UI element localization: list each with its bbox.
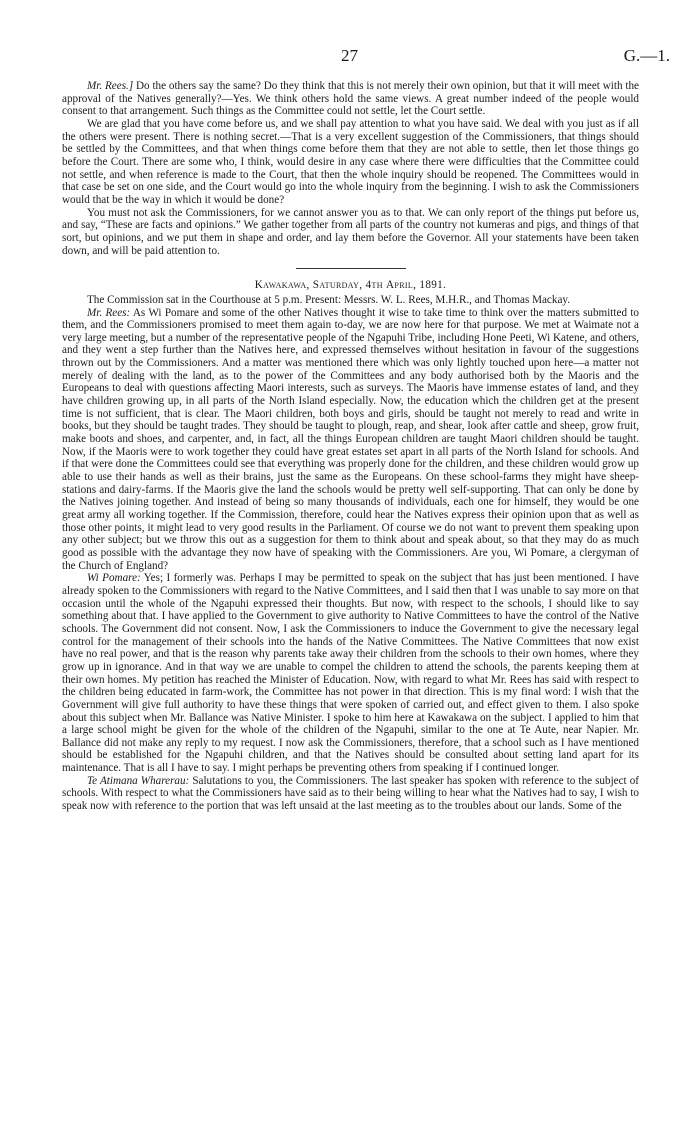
paragraph-text: Salutations to you, the Commissioners. The last speaker has spoken with reference to the subject of schools. With respect to what the Commissioners have said as to their being willing to hear what the Natives had to say, I wish to speak now with reference to the portion that was left unsaid at the last meeting as to the troubles about our lands. Some of the (62, 774, 639, 813)
section-divider (296, 268, 406, 269)
paragraph-6 (62, 572, 639, 775)
document-reference: G.—1. (623, 46, 670, 65)
page-number: 27 (341, 46, 358, 65)
dateline-month: April (386, 279, 414, 292)
dateline-weekday: Saturday (312, 279, 360, 292)
paragraph-text: You must not ask the Commissioners, for we cannot answer you as to that. We can only report of the things put before us, and say, “These are facts and opinions.” We gather together from all parts of the country not kumeras and pigs, and things of that sort, but opinions, and we put them in shape and order, and lay them before the Governor. All your statements have been taken down, and will be paid attention to. (62, 206, 639, 257)
dateline-year: 1891. (419, 279, 447, 292)
paragraph-text: We are glad that you have come before us, and we shall pay attention to what you have said. We deal with you just as if all the others were present. There is nothing secret.—That is a very excellent suggestion of the Commissioners, that things should be settled by the Committees, and that when things come before them that they are not able to settle, then let those things go before the Court. There are some who, I think, would desire in any case where there were difficulties that the Committee could not settle, and when reference is made to the Court, that then the whole inquiry should be reopened. The Committees would in that case be set on one side, and the Court would go into the whole inquiry from the beginning. I wish to ask the Commissioners would that be the way in which it would be done? (62, 117, 639, 206)
speaker-label: Wi Pomare: (87, 572, 141, 585)
paragraph-3 (62, 207, 639, 258)
paragraph-1 (62, 80, 639, 118)
paragraph-2 (62, 118, 639, 207)
paragraph-text: Do the others say the same? Do they think that this is not merely their own opinion, but that it will meet with the approval of the Natives generally?—Yes. We think others hold the same views. A great number indeed of the people would consent to that arrangement. Such things as the Committee could not settle, let the Court settle. (62, 80, 639, 118)
paragraph-text: As Wi Pomare and some of the other Natives thought it wise to take time to think over the matters submitted to them, and the Commissioners promised to meet them again to-day, we are now here for that purpose. We met at Waimate not a very large meeting, but a number of the representative people of the Ngapuhi Tribe, including Hone Peeti, Wi Katene, and others, and they went a step further than the Natives here, and expressed themselves without hesitation in favour of the suggestions thrown out by the Commissioners. And a matter was mentioned there which was only lightly touched upon here—a matter not merely of dealing with the land, as to the power of the Committees and any body authorised both by the Maoris and the Europeans to deal with questions affecting Maori interests, such as surveys. The Maoris have immense estates of land, and they have children growing up, in all parts of the North Island especially. Now, the education which the children get at the present time is not sufficient, that is clear. The Maori children, both boys and girls, should be taught not merely to read and write in books, but they should be taught trades. They should be taught to plough, reap, and shear, look after cattle and sheep, grow fruit, make boots and shoes, and carpenter, and, in fact, all the things European children are taught Maori children should be taught. Now, if the Maoris were to work together they could have great estates set apart in all parts of the North Island for schools. And if that were done the Committees could see that everything was properly done for the children, and these children would grow up able to use their hands as well as their brains, just the same as the Europeans. On these school-farms they might have sheep-stations and dairy-farms. If the Maoris give the land the schools would be pretty well self-supporting. That can only be done by the Natives joining together. And instead of being so many thousands of individuals, each one for himself, they would be one great army all working together. If the Commission, therefore, could hear the Natives express their opinion upon that as well as those other points, it might lead to very good results in the Parliament. Of course we do not want to prevent them speaking upon any other subject; but we throw this out as a suggestion for them to think about and speak about, so that they may do as much good as possible with the advantage they now have of speaking with the Commissioners. Are you, Wi Pomare, a clergyman of the Church of England? (62, 306, 639, 572)
document-body (62, 80, 639, 813)
dateline-place: Kawakawa (254, 279, 307, 292)
section-dateline: Kawakawa, Saturday, 4th April, 1891. (254, 279, 447, 292)
speaker-label: Mr. Rees: (87, 306, 131, 319)
paragraph-5 (62, 307, 639, 573)
speaker-label: Mr. Rees.] (87, 80, 134, 92)
paragraph-text: Yes; I formerly was. Perhaps I may be permitted to speak on the subject that has just been mentioned. I have already spoken to the Commissioners with regard to the Native Committees, and I said then that I was unable to say more on that occasion until the whole of the Ngapuhi expressed their thoughts. But now, with respect to the schools, I should like to say something about that. I have applied to the Government to give authority to Native Committees to have the control of the Native schools. The Government did not consent. Now, I ask the Commissioners to induce the Government to give the necessary legal control for the management of their schools into the hands of the Native Committees. The Native Committees that now exist have no real power, and that is the reason why parents take away their children from the schools to their own homes, where they grow up in ignorance. And in that way we are unable to compel the children to attend the schools, the parents keeping them at their own homes. My petition has reached the Minister of Education. Now, with regard to what Mr. Rees has said with respect to the children being educated in farm-work, the Committee has not power in that direction. This is my final word: I wish that the Government will give full authority to have these things that were spoken of carried out, and effect given to them. I also spoke about this subject when Mr. Ballance was Native Minister. I spoke to him here at Kawakawa on the subject. I applied to him that a large school might be given for the whole of the children of the Ngapuhi, similar to the one at Te Aute, near Napier. Mr. Ballance did not make any reply to my request. I now ask the Commissioners, therefore, that a school such as I have mentioned should be established for the Ngapuhi children, and that the Natives should be consulted about setting land apart for its maintenance. That is all I have to say. I might perhaps be preventing others from speaking if I continued longer. (62, 572, 639, 775)
speaker-label: Te Atimana Wharerau: (87, 774, 190, 787)
paragraph-text: The Commission sat in the Courthouse at 5 p.m. Present: Messrs. W. L. Rees, M.H.R., and Thomas Mackay. (87, 293, 571, 306)
paragraph-4 (62, 294, 639, 307)
dateline-day: 4th (365, 279, 383, 292)
paragraph-7 (62, 775, 639, 813)
